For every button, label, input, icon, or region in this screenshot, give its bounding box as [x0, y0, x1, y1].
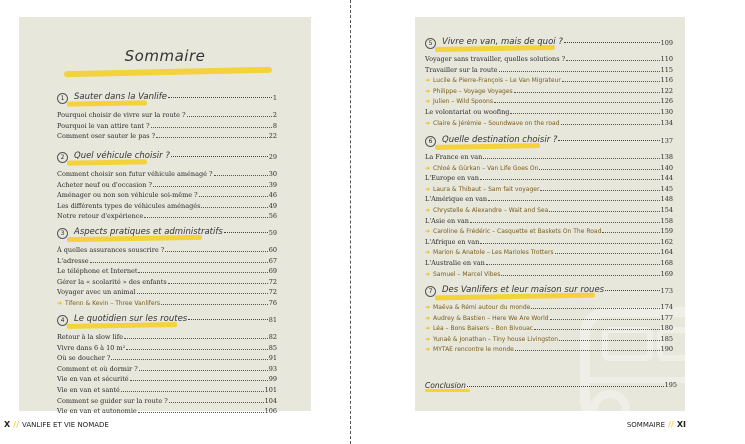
- section-page: 173: [660, 287, 673, 295]
- section-title: Quel véhicule choisir ?: [74, 151, 170, 161]
- entry-page: 169: [660, 269, 673, 278]
- entry-page: 177: [660, 313, 673, 322]
- arrow-icon: ➜: [425, 185, 431, 193]
- left-page: [19, 17, 311, 416]
- entry-page: 126: [660, 97, 673, 106]
- entry-title: Chloé & Gürkan – Van Life Goes On: [433, 164, 539, 172]
- entry-title: Claire & Jérémie – Soundwave on the road: [433, 119, 560, 127]
- entry-title: Comment se guider sur la route ?: [57, 396, 168, 405]
- section-header: [425, 37, 673, 53]
- entry-page: 140: [660, 163, 673, 172]
- entry-title: Audrey & Bastien – Here We Are World: [433, 314, 549, 322]
- section-number: 7: [425, 286, 436, 297]
- arrow-icon: ➜: [425, 346, 431, 354]
- section-title: Des Vanlifers et leur maison sur roues: [442, 285, 605, 295]
- section-6: [425, 135, 673, 279]
- entry-page: 99: [268, 375, 277, 384]
- entry-page: 72: [268, 288, 277, 297]
- section-number: 2: [57, 152, 68, 163]
- page-divider: [350, 0, 351, 444]
- toc-entry[interactable]: [425, 216, 673, 227]
- entry-title: Aménager ou non son véhicule soi-même ?: [57, 191, 198, 200]
- toc-entry[interactable]: [57, 169, 277, 180]
- conclusion-page: 195: [664, 381, 677, 389]
- toc-subentry[interactable]: [425, 226, 673, 237]
- entry-title: MYTAE rencontre le monde: [433, 346, 514, 354]
- page-number-left: X: [4, 420, 11, 429]
- entry-page: 168: [660, 258, 673, 267]
- toc-entry[interactable]: [57, 266, 277, 277]
- entry-title: L'Asie en van: [425, 216, 469, 225]
- entry-title: Julien – Wild Spoons: [433, 98, 493, 106]
- entry-title: Laura & Thibaut – Sam fait voyager: [433, 185, 540, 193]
- arrow-icon: ➜: [425, 206, 431, 214]
- section-number: 6: [425, 136, 436, 147]
- entry-page: 46: [268, 191, 277, 200]
- section-title: Sauter dans la Vanlife: [74, 92, 167, 102]
- entry-title: Philippe – Voyage Voyages: [433, 87, 513, 95]
- entry-page: 101: [264, 385, 277, 394]
- toc-entry[interactable]: [57, 406, 277, 417]
- toc-entry[interactable]: [57, 110, 277, 121]
- toc-entry[interactable]: [57, 332, 277, 343]
- arrow-icon: ➜: [425, 249, 431, 257]
- footer-book-title: VANLIFE ET VIE NOMADE: [22, 420, 109, 429]
- entry-page: 60: [268, 246, 277, 254]
- entry-page: 116: [660, 76, 673, 85]
- toc-subentry[interactable]: [425, 118, 673, 129]
- section-3: [57, 227, 277, 309]
- entry-page: 154: [660, 205, 673, 214]
- section-header: [57, 151, 277, 167]
- entry-title: Caroline & Frédéric – Casquette et Baskets On The Road: [433, 228, 602, 236]
- page-number-right: XI: [676, 420, 686, 429]
- entry-title: Yunaë & Jonathan – Tiny house Livingston: [433, 335, 559, 343]
- toc-subentry[interactable]: [425, 313, 673, 324]
- entry-title: L'Amérique en van: [425, 195, 488, 204]
- section-page: 59: [268, 229, 277, 237]
- entry-page: 104: [264, 396, 277, 405]
- toc-entry[interactable]: [425, 54, 673, 65]
- entry-title: Chrystelle & Alexandre – Wait and Sea: [433, 206, 549, 214]
- toc-subentry[interactable]: [425, 205, 673, 216]
- entry-page: 69: [268, 267, 277, 276]
- entry-title: Le volontariat ou woofing: [425, 107, 510, 116]
- toc-subentry[interactable]: [425, 334, 673, 345]
- section-number: 4: [57, 315, 68, 326]
- entry-page: 164: [660, 248, 673, 257]
- toc-entry[interactable]: [57, 396, 277, 407]
- footer-chapter-title: SOMMAIRE: [626, 420, 665, 429]
- arrow-icon: ➜: [425, 119, 431, 127]
- arrow-icon: ➜: [425, 87, 431, 95]
- arrow-icon: ➜: [425, 77, 431, 85]
- entry-page: 138: [660, 153, 673, 161]
- section-title: Le quotidien sur les routes: [74, 314, 188, 324]
- entry-page: 67: [268, 256, 277, 265]
- footer-separator: //: [668, 420, 674, 429]
- toc-entry[interactable]: [425, 173, 673, 184]
- arrow-icon: ➜: [425, 304, 431, 311]
- entry-title: Lucile & Pierre-François – Le Van Migrateur: [433, 77, 561, 85]
- entry-title: Notre retour d'expérience: [57, 212, 144, 221]
- arrow-icon: ➜: [425, 325, 431, 333]
- entry-title: Marion & Anatole – Les Marioles Trotters: [433, 249, 554, 257]
- toc-entry[interactable]: [57, 180, 277, 191]
- toc-subentry[interactable]: [425, 269, 673, 280]
- entry-title: Comment choisir son futur véhicule aménagé ?: [57, 170, 213, 178]
- entry-page: 144: [660, 174, 673, 183]
- section-header: [57, 92, 277, 108]
- toc-entry[interactable]: [57, 287, 277, 298]
- section-number: 5: [425, 38, 436, 49]
- page-title: Sommaire: [124, 47, 206, 65]
- entry-title: L'adresse: [57, 256, 89, 265]
- toc-entry[interactable]: [57, 353, 277, 364]
- toc-subentry[interactable]: [425, 163, 673, 174]
- section-header: [57, 227, 277, 243]
- section-page: 81: [268, 316, 277, 324]
- entry-page: 180: [660, 324, 673, 333]
- toc-entry[interactable]: [57, 131, 277, 142]
- entry-page: 2: [272, 111, 277, 119]
- toc-entry[interactable]: [57, 245, 277, 256]
- entry-title: L'Europe en van: [425, 174, 479, 183]
- toc-subentry[interactable]: [425, 96, 673, 107]
- section-header: [57, 314, 277, 330]
- entry-page: 106: [264, 407, 277, 416]
- entry-title: Vie en van et autonomie: [57, 407, 137, 416]
- toc-subentry[interactable]: [425, 344, 673, 355]
- footer-separator: //: [13, 420, 20, 429]
- title-highlight: [64, 67, 272, 77]
- entry-page: 30: [268, 170, 277, 178]
- toc-entry[interactable]: [57, 256, 277, 267]
- entry-title: Tifenn & Kevin – Three Vanlifers: [65, 299, 161, 307]
- section-header: [425, 135, 673, 151]
- toc-subentry[interactable]: [425, 247, 673, 258]
- toc-entry[interactable]: [57, 385, 277, 396]
- entry-page: 93: [268, 364, 277, 373]
- section-2: [57, 151, 277, 222]
- section-title: Aspects pratiques et administratifs: [74, 227, 223, 237]
- entry-page: 174: [660, 303, 673, 311]
- section-4: [57, 314, 277, 417]
- entry-title: Gérer la « scolarité » des enfants: [57, 277, 167, 286]
- entry-title: Les différents types de véhicules aménagés: [57, 201, 201, 210]
- section-number: 3: [57, 228, 68, 239]
- footer-right: [627, 420, 686, 429]
- entry-title: Pourquoi choisir de vivre sur la route ?: [57, 111, 186, 119]
- toc-entry[interactable]: [425, 152, 673, 163]
- arrow-icon: ➜: [425, 228, 431, 236]
- toc-subentry[interactable]: [425, 302, 673, 313]
- section-title: Quelle destination choisir ?: [442, 135, 558, 145]
- toc-entry[interactable]: [425, 237, 673, 248]
- entry-title: Vie en van et santé: [57, 385, 120, 394]
- entry-page: 130: [660, 107, 673, 116]
- toc-subentry[interactable]: [425, 184, 673, 195]
- arrow-icon: ➜: [425, 98, 431, 106]
- toc-entry[interactable]: [57, 211, 277, 222]
- entry-title: Vie en van et sécurité: [57, 375, 129, 384]
- arrow-icon: ➜: [425, 270, 431, 278]
- section-title: Vivre en van, mais de quoi ?: [442, 37, 563, 47]
- arrow-icon: ➜: [57, 299, 63, 307]
- entry-title: Comment oser sauter le pas ?: [57, 132, 156, 141]
- entry-title: L'Afrique en van: [425, 237, 480, 246]
- section-7: [425, 285, 673, 355]
- conclusion-entry[interactable]: [425, 381, 677, 390]
- entry-title: Pourquoi le van attire tant ?: [57, 121, 150, 130]
- section-5: [425, 37, 673, 128]
- entry-page: 159: [660, 227, 673, 236]
- toc-entry[interactable]: [425, 258, 673, 269]
- entry-page: 158: [660, 216, 673, 225]
- entry-page: 91: [268, 354, 277, 363]
- entry-title: Maëva & Rémi autour du monde: [433, 304, 531, 311]
- entry-page: 72: [268, 277, 277, 286]
- toc-subentry[interactable]: [425, 86, 673, 97]
- entry-title: Léa – Bons Baisers – Bon Bivouac: [433, 325, 534, 333]
- toc-entry[interactable]: [57, 374, 277, 385]
- toc-subentry[interactable]: [425, 75, 673, 86]
- entry-page: 39: [268, 180, 277, 189]
- toc-entry[interactable]: [57, 364, 277, 375]
- entry-title: Le téléphone et Internet: [57, 267, 138, 276]
- entry-page: 134: [660, 118, 673, 127]
- toc-subentry[interactable]: [57, 298, 277, 309]
- entry-page: 162: [660, 237, 673, 246]
- entry-page: 49: [268, 201, 277, 210]
- arrow-icon: ➜: [425, 314, 431, 322]
- entry-title: La France en van: [425, 153, 483, 161]
- entry-title: Où se doucher ?: [57, 354, 111, 363]
- entry-title: Acheter neuf ou d'occasion ?: [57, 180, 152, 189]
- entry-page: 76: [268, 298, 277, 307]
- entry-page: 56: [268, 212, 277, 221]
- entry-page: 122: [660, 86, 673, 95]
- entry-page: 115: [660, 65, 673, 74]
- section-header: [425, 285, 673, 301]
- arrow-icon: ➜: [425, 335, 431, 343]
- entry-title: Travailler sur la route: [425, 65, 498, 74]
- entry-page: 110: [660, 55, 673, 63]
- entry-title: Vivre dans 6 à 10 m²: [57, 343, 126, 352]
- entry-title: Retour à la slow life: [57, 333, 123, 341]
- entry-title: À quelles assurances souscrire ?: [57, 246, 165, 254]
- entry-page: 8: [272, 121, 277, 130]
- toc-entry[interactable]: [425, 107, 673, 118]
- toc-entry[interactable]: [57, 277, 277, 288]
- entry-title: Voyager avec un animal: [57, 288, 136, 297]
- right-page: [415, 17, 685, 411]
- toc-entry[interactable]: [425, 65, 673, 76]
- section-page: 137: [660, 137, 673, 145]
- section-page: 109: [660, 39, 673, 47]
- section-page: 1: [272, 94, 277, 102]
- entry-title: L'Australie en van: [425, 258, 485, 267]
- entry-page: 145: [660, 184, 673, 193]
- section-number: 1: [57, 93, 68, 104]
- footer-left: [4, 420, 109, 429]
- toc-entry[interactable]: [57, 121, 277, 132]
- entry-page: 185: [660, 334, 673, 343]
- toc-entry[interactable]: [425, 194, 673, 205]
- section-1: [57, 92, 277, 142]
- entry-title: Comment et où dormir ?: [57, 364, 138, 373]
- entry-page: 85: [268, 343, 277, 352]
- section-page: 29: [268, 153, 277, 161]
- toc-subentry[interactable]: [425, 323, 673, 334]
- toc-entry[interactable]: [57, 190, 277, 201]
- entry-page: 148: [660, 195, 673, 204]
- entry-page: 82: [268, 333, 277, 341]
- toc-entry[interactable]: [57, 201, 277, 212]
- entry-title: Samuel – Marcel Vibes: [433, 270, 501, 278]
- conclusion-title: Conclusion: [425, 381, 466, 390]
- entry-title: Voyager sans travailler, quelles solutions ?: [425, 55, 566, 63]
- entry-page: 22: [268, 132, 277, 141]
- arrow-icon: ➜: [425, 164, 431, 172]
- entry-page: 190: [660, 345, 673, 354]
- toc-entry[interactable]: [57, 343, 277, 354]
